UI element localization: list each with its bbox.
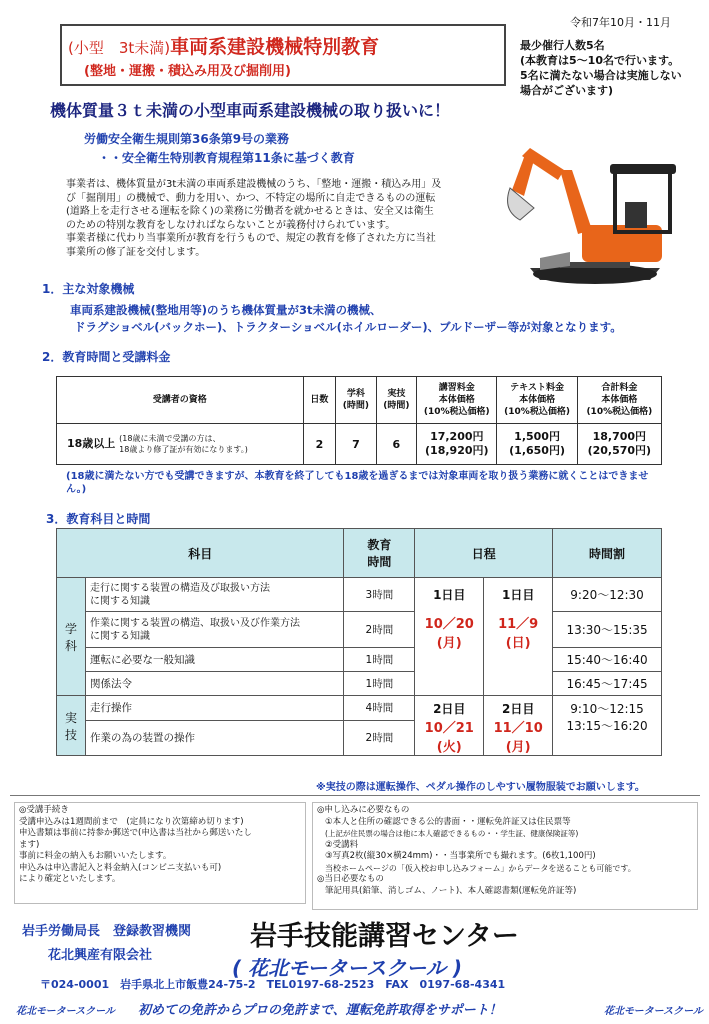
time-5: 9:10～12:15 13:15～16:20 xyxy=(553,696,662,756)
requirements-line: 当校ホームページの「仮入校お申し込みフォーム」からデータを送ることも可能です。 xyxy=(325,863,636,873)
motor-school-name: ( 花北モータースクール ) xyxy=(232,956,463,980)
logo-right: 花北モータースクール xyxy=(604,1006,703,1017)
section1-title: 1．主な対象機械 xyxy=(42,282,135,296)
hdr-days: 日数 xyxy=(303,377,336,424)
procedure-line: 申込書類は事前に持参か郵送で(申込書は当社から郵送いたし xyxy=(19,828,252,838)
course-a-date2: 10／21 (火) xyxy=(424,721,474,755)
subject-4: 関係法令 xyxy=(85,672,343,696)
logo-left: 花北モータースクール xyxy=(16,1006,115,1017)
hours-2: 2時間 xyxy=(344,612,415,648)
body-line: (道路上を走行させる運転を除く)の業務に労働者を就かせるときは、安全又は衛生 xyxy=(66,206,434,217)
requirements-line: (上記が住民票の場合は他に本人確認できるもの・・学生証、健康保険証等) xyxy=(325,829,579,838)
divider xyxy=(10,795,700,796)
target-machines xyxy=(70,302,622,336)
min-line: 場合がございます) xyxy=(520,84,614,97)
hdr-theory: 学科 (時間) xyxy=(336,377,376,424)
title-sub: (整地・運搬・積込み用及び掘削用) xyxy=(84,64,291,79)
slogan: 初めての免許からプロの免許まで、運転免許取得をサポート！ xyxy=(138,1003,502,1018)
body-line: 事業者様に代わり当事業所が教育を行うもので、規定の教育を修了された方に当社 xyxy=(66,233,436,244)
course-b-day1 xyxy=(484,578,553,696)
body-line: のための特別な教育をしなければならないことが義務付けられています。 xyxy=(66,219,396,231)
hours-1: 3時間 xyxy=(344,578,415,612)
schedule-row xyxy=(57,578,662,612)
hdr-subject: 科目 xyxy=(57,529,344,578)
cat-practice: 実 技 xyxy=(57,696,86,756)
row-total: 18,700円 (20,570円) xyxy=(577,424,661,465)
procedure-line: により確定といたします。 xyxy=(19,874,121,884)
row-qual xyxy=(57,424,304,465)
section3-title: 3．教育科目と時間 xyxy=(46,512,151,526)
title-main: 車両系建設機械特別教育 xyxy=(170,36,380,58)
schedule-row xyxy=(57,672,662,696)
practice-note: ※実技の際は運転操作、ペダル操作のしやすい履物服装でお願いします。 xyxy=(316,782,645,793)
fee-table-row xyxy=(57,424,662,465)
schedule-table xyxy=(56,528,662,756)
footer-bar xyxy=(0,994,709,1024)
title-box xyxy=(60,24,506,86)
subject-2: 作業に関する装置の構造、取扱い及び作業方法 に関する知識 xyxy=(85,612,343,648)
hours-6: 2時間 xyxy=(344,720,415,755)
title-prefix: (小型 3t未満) xyxy=(68,39,171,57)
course-a-date1: 10／20 (月) xyxy=(424,617,474,651)
row-text-fee: 1,500円 (1,650円) xyxy=(497,424,577,465)
machines-line-1: 車両系建設機械(整地用等)のうち機体質量が3t未満の機械、 xyxy=(70,303,382,317)
law-line-2: ・・安全衛生特別教育規程第11条に基づく教育 xyxy=(98,151,355,165)
law-line-1: 労働安全衛生規則第36条第9号の業務 xyxy=(84,132,290,146)
hours-5: 4時間 xyxy=(344,696,415,721)
course-b-day2 xyxy=(484,696,553,756)
time-1: 9:20～12:30 xyxy=(553,578,662,612)
row-practice: 6 xyxy=(376,424,416,465)
fee-table xyxy=(56,376,662,465)
day2-label-a: 2日目 xyxy=(433,702,466,716)
course-a-day2 xyxy=(415,696,484,756)
procedure-title: ◎受講手続き xyxy=(19,805,69,815)
time-2: 13:30～15:35 xyxy=(553,612,662,648)
course-b-date2: 11／10 (月) xyxy=(493,721,543,755)
schedule-row xyxy=(57,696,662,721)
row-qual-note: (18歳に未満で受講の方は、 18歳より修了証が有効になります。) xyxy=(119,434,248,454)
requirements-line: ②受講料 xyxy=(325,839,359,850)
subject-5: 走行操作 xyxy=(85,696,343,721)
time-4: 16:45～17:45 xyxy=(553,672,662,696)
body-line: 事業所の修了証を交付します。 xyxy=(66,246,206,258)
hdr-fee: 講習料金 本体価格 (10%税込価格) xyxy=(417,377,497,424)
machines-line-2: ドラグショベル(バックホー)、トラクターショベル(ホイルローダー)、ブルドーザー等が対象となります。 xyxy=(74,320,622,334)
hdr-timetable: 時間割 xyxy=(553,529,662,578)
law-reference xyxy=(84,130,355,168)
row-qual-main: 18歳以上 xyxy=(67,437,116,450)
course-a-day1 xyxy=(415,578,484,696)
hdr-hours: 教育 時間 xyxy=(344,529,415,578)
min-line: 5名に満たない場合は実施しない xyxy=(520,69,682,82)
hdr-total: 合計料金 本体価格 (10%税込価格) xyxy=(577,377,661,424)
requirements-box xyxy=(312,802,698,910)
day2-label-b: 2日目 xyxy=(501,702,535,716)
min-participants-note xyxy=(520,38,682,98)
body-line: 事業者は、機体質量が3t未満の車両系建設機械のうち、「整地・運搬・積込み用」及 xyxy=(66,179,442,190)
schedule-header xyxy=(57,529,662,578)
requirements-line: 筆記用具(鉛筆、消しゴム、ノート)、本人確認書類(運転免許証等) xyxy=(325,885,577,896)
schedule-row xyxy=(57,648,662,672)
row-theory: 7 xyxy=(336,424,376,465)
hdr-schedule: 日程 xyxy=(415,529,553,578)
age-note: (18歳に満たない方でも受講できますが、本教育を終了しても18歳を過ぎるまでは対象車両を取り扱う業務に就くことはできません。) xyxy=(66,471,649,495)
headline: 機体質量３ｔ未満の小型車両系建設機械の取り扱いに！ xyxy=(50,101,451,120)
schedule-row xyxy=(57,612,662,648)
date-label: 令和7年10月・11月 xyxy=(570,16,671,29)
page-title xyxy=(68,32,379,59)
address-contact: 〒024-0001 岩手県北上市飯豊24-75-2 TEL0197-68-2523 FAX 0197-68-4341 xyxy=(40,978,506,991)
requirements-line: ①本人と住所の確認できる公的書面・・運転免許証又は住民票等 xyxy=(325,816,571,827)
min-line: 最少催行人数5名 xyxy=(520,39,605,52)
body-line: び「掘削用」の機械で、動力を用い、かつ、不特定の場所に自走できるものの運転 xyxy=(66,192,436,204)
fee-table-header xyxy=(57,377,662,424)
hours-3: 1時間 xyxy=(344,648,415,672)
requirements-line: ③写真2枚(縦30×横24mm)・・当事業所でも撮れます。(6枚1,100円) xyxy=(325,851,596,861)
hdr-text-fee: テキスト料金 本体価格 (10%税込価格) xyxy=(497,377,577,424)
subject-1: 走行に関する装置の構造及び取扱い方法 に関する知識 xyxy=(85,578,343,612)
section2-title: 2．教育時間と受講料金 xyxy=(42,350,171,364)
time-3: 15:40～16:40 xyxy=(553,648,662,672)
excavator-image xyxy=(500,130,690,290)
subject-6: 作業の為の装置の操作 xyxy=(85,720,343,755)
body-text xyxy=(66,178,486,259)
org-company: 花北興産有限会社 xyxy=(48,948,153,963)
hdr-qual: 受講者の資格 xyxy=(57,377,304,424)
day1-label-b: 1日目 xyxy=(501,588,535,602)
hours-4: 1時間 xyxy=(344,672,415,696)
org-registered: 岩手労働局長 登録教習機関 xyxy=(22,924,192,939)
day1-label-a: 1日目 xyxy=(433,588,466,602)
procedure-line: 申込みは申込書記入と料金納入(コンビニ支払いも可) xyxy=(19,862,222,873)
procedure-line: 事前に料金の納入もお願いいたします。 xyxy=(19,851,172,861)
course-b-date1: 11／9 (日) xyxy=(498,617,539,651)
subject-3: 運転に必要な一般知識 xyxy=(85,648,343,672)
hdr-practice: 実技 (時間) xyxy=(376,377,416,424)
cat-theory: 学 科 xyxy=(57,578,86,696)
requirements-title: ◎申し込みに必要なもの xyxy=(317,805,410,815)
row-fee: 17,200円 (18,920円) xyxy=(417,424,497,465)
procedure-line: 受講申込みは1週間前まで (定員になり次第締め切ります) xyxy=(19,816,244,827)
row-days: 2 xyxy=(303,424,336,465)
center-name: 岩手技能講習センター xyxy=(250,921,519,952)
procedure-box xyxy=(14,802,306,904)
min-line: (本教育は5～10名で行います。 xyxy=(520,54,680,67)
requirements-line: ◎当日必要なもの xyxy=(317,874,384,884)
procedure-line: ます) xyxy=(19,839,40,850)
